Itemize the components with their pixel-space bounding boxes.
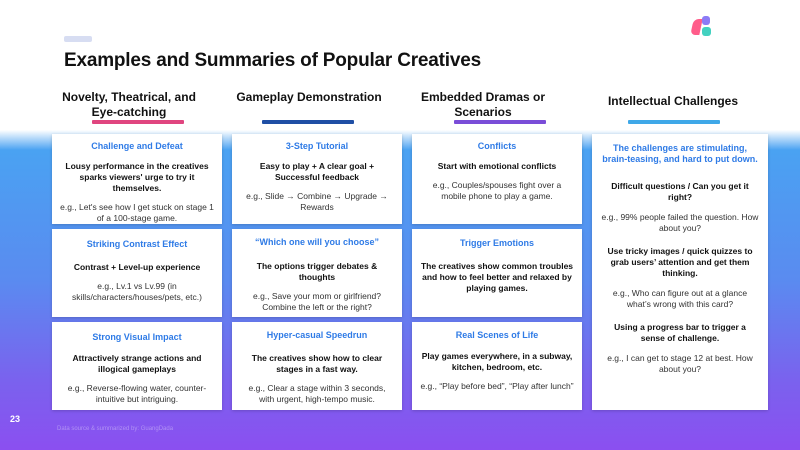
card-challenge-and-defeat — [52, 134, 222, 224]
card-item-body: Using a progress bar to trigger a sense of challenge. — [614, 322, 746, 343]
card-item-example: e.g., Who can figure out at a glance what’s wrong with this card? — [612, 288, 748, 309]
card-heading: “Which one will you choose” — [254, 237, 379, 247]
card-body: Start with emotional conflicts — [437, 161, 557, 171]
card-heading: Trigger Emotions — [459, 238, 534, 248]
card-hyper-casual-speedrun — [232, 322, 402, 410]
card-example: e.g., Lv.1 vs Lv.99 (in skills/characters/houses/pets, etc.) — [72, 281, 202, 302]
card-item-example: e.g., I can get to stage 12 at best. How about you? — [607, 353, 753, 374]
column-header-gameplay: Gameplay Demonstration — [236, 90, 382, 104]
logo-shape-pink — [690, 19, 702, 35]
top-decoration — [64, 36, 92, 42]
logo-shape-purple — [702, 16, 710, 25]
page-number: 23 — [10, 414, 21, 424]
card-heading: Strong Visual Impact — [92, 332, 182, 342]
footer-source: Data source & summarized by: GuangDada — [57, 426, 174, 432]
card-body: The creatives show how to clear stages in a fast way. — [251, 353, 383, 374]
card-example: e.g., Slide → Combine → Upgrade → Rewards — [246, 191, 388, 212]
card-heading: Challenge and Defeat — [91, 141, 183, 151]
card-heading: The challenges are stimulating, brain-teasing, and hard to put down. — [602, 143, 758, 164]
column-underline-intellectual — [628, 120, 720, 124]
logo-shape-teal — [702, 27, 711, 36]
card-item-example: e.g., 99% people failed the question. How about you? — [601, 212, 759, 233]
card-body: Easy to play + A clear goal + Successful feedback — [259, 161, 375, 182]
card-body: Play games everywhere, in a subway, kitchen, bedroom, etc. — [421, 351, 573, 372]
column-underline-gameplay — [262, 120, 354, 124]
card-item-body: Use tricky images / quick quizzes to grab users’ attention and get them thinking. — [607, 246, 753, 278]
card-example: e.g., Save your mom or girlfriend? Combine the left or the right? — [252, 291, 382, 312]
card-heading: Real Scenes of Life — [455, 330, 539, 340]
column-header-intellectual: Intellectual Challenges — [607, 94, 739, 108]
card-body: Lousy performance in the creatives sparks viewers' urge to try it themselves. — [65, 161, 209, 193]
card-body: The creatives show common troubles and how to feel better and relaxed by playing games. — [420, 261, 574, 293]
card-example: e.g., Clear a stage within 3 seconds, with urgent, high-tempo music. — [248, 383, 386, 404]
card-example: e.g., “Play before bed”, “Play after lunch” — [420, 381, 574, 391]
column-header-dramas: Embedded Dramas or Scenarios — [420, 90, 546, 119]
column-header-novelty: Novelty, Theatrical, and Eye-catching — [62, 90, 196, 119]
card-example: e.g., Let's see how I get stuck on stage 1 of a 100-stage game. — [60, 202, 214, 223]
card-example: e.g., Couples/spouses fight over a mobile phone to play a game. — [432, 180, 562, 201]
column-underline-dramas — [454, 120, 546, 124]
card-body: Attractively strange actions and illogical gameplays — [72, 353, 202, 374]
card-which-one-will-you-choose — [232, 229, 402, 317]
card-item-body: Difficult questions / Can you get it right? — [611, 181, 749, 202]
slide-title: Examples and Summaries of Popular Creatives — [64, 50, 481, 71]
card-3-step-tutorial — [232, 134, 402, 224]
brand-logo — [692, 16, 718, 38]
card-heading: 3-Step Tutorial — [285, 141, 349, 151]
card-trigger-emotions — [412, 229, 582, 317]
column-underline-novelty — [92, 120, 184, 124]
card-heading: Striking Contrast Effect — [86, 239, 188, 249]
card-heading: Conflicts — [477, 141, 517, 151]
card-heading: Hyper-casual Speedrun — [266, 330, 368, 340]
card-body: Contrast + Level-up experience — [73, 262, 201, 272]
card-conflicts — [412, 134, 582, 224]
card-strong-visual-impact — [52, 322, 222, 410]
card-example: e.g., Reverse-flowing water, counter-intuitive but intriguing. — [67, 383, 207, 404]
card-body: The options trigger debates & thoughts — [256, 261, 378, 282]
card-striking-contrast — [52, 229, 222, 317]
card-intellectual-challenges — [592, 134, 768, 410]
card-real-scenes-of-life — [412, 322, 582, 410]
